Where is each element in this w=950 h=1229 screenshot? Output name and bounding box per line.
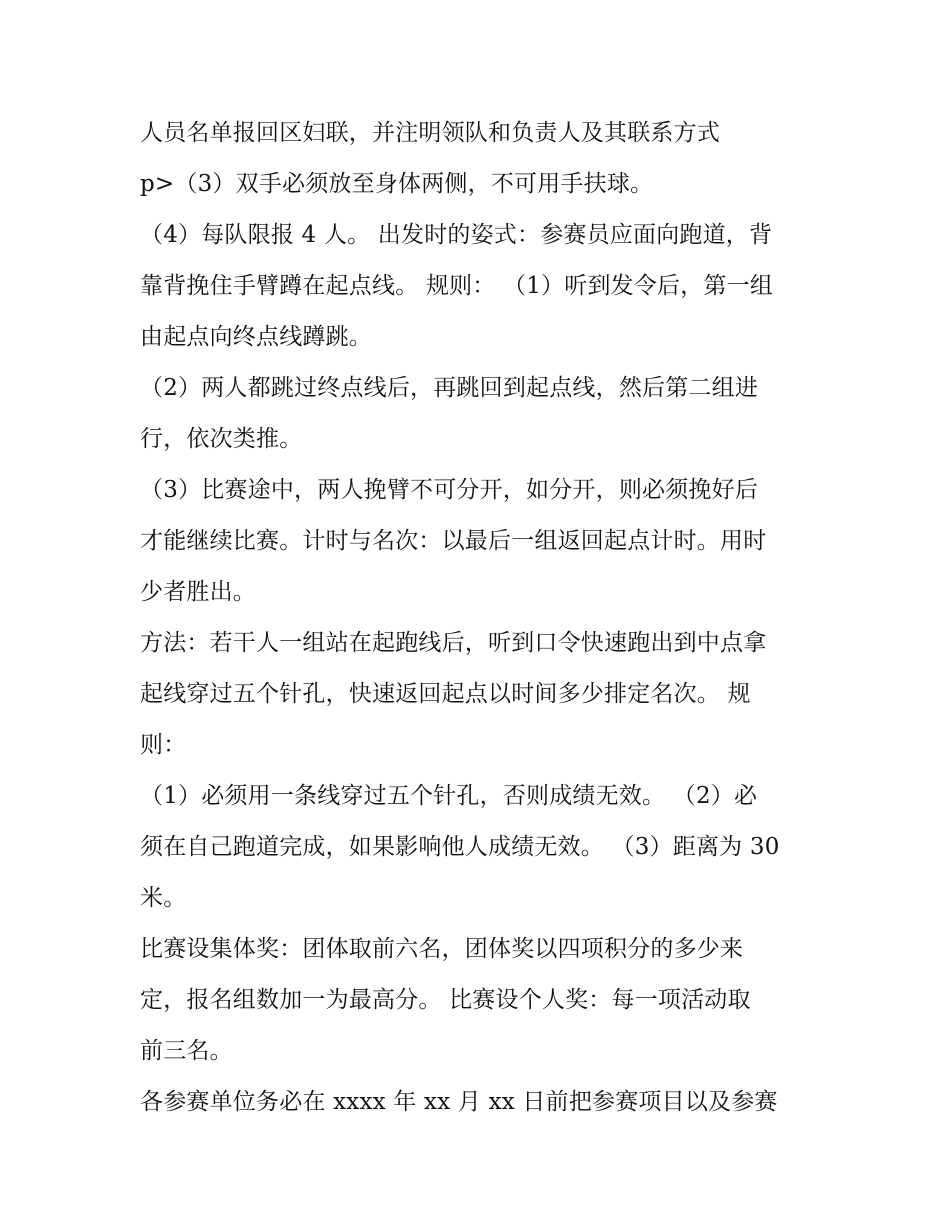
text-line: 须在自己跑道完成，如果影响他人成绩无效。 （3）距离为 30	[140, 834, 780, 860]
text-line: 少者胜出。	[140, 579, 256, 605]
text-line: 方法：若干人一组站在起跑线后，听到口令快速跑出到中点拿	[140, 630, 767, 656]
text-line: （4）每队限报 4 人。 出发时的姿式：参赛员应面向跑道，背	[140, 222, 773, 248]
text-line: （2）两人都跳过终点线后，再跳回到起点线，然后第二组进	[140, 375, 759, 401]
text-line: （3）比赛途中，两人挽臂不可分开，如分开，则必须挽好后	[140, 477, 759, 503]
text-line: 前三名。	[140, 1038, 233, 1064]
text-line: 定，报名组数加一为最高分。 比赛设个人奖：每一项活动取	[140, 987, 751, 1013]
document-body	[140, 108, 820, 1128]
text-line: 人员名单报回区妇联，并注明领队和负责人及其联系方式	[140, 120, 720, 146]
text-line: 由起点向终点线蹲跳。	[140, 324, 372, 350]
text-line: 米。	[140, 885, 187, 911]
text-line: 比赛设集体奖：团体取前六名，团体奖以四项积分的多少来	[140, 936, 744, 962]
text-line: 靠背挽住手臂蹲在起点线。 规则： （1）听到发令后，第一组	[140, 273, 774, 299]
text-line: 起线穿过五个针孔，快速返回起点以时间多少排定名次。 规	[140, 681, 751, 707]
text-line: 则：	[140, 732, 187, 758]
text-line: 行，依次类推。	[140, 426, 303, 452]
text-line: 各参赛单位务必在 xxxx 年 xx 月 xx 日前把参赛项目以及参赛	[140, 1089, 778, 1115]
text-line: 才能继续比赛。计时与名次：以最后一组返回起点计时。用时	[140, 528, 767, 554]
text-line: （1）必须用一条线穿过五个针孔，否则成绩无效。 （2）必	[140, 783, 758, 809]
text-line: p>（3）双手必须放至身体两侧，不可用手扶球。	[140, 171, 654, 197]
